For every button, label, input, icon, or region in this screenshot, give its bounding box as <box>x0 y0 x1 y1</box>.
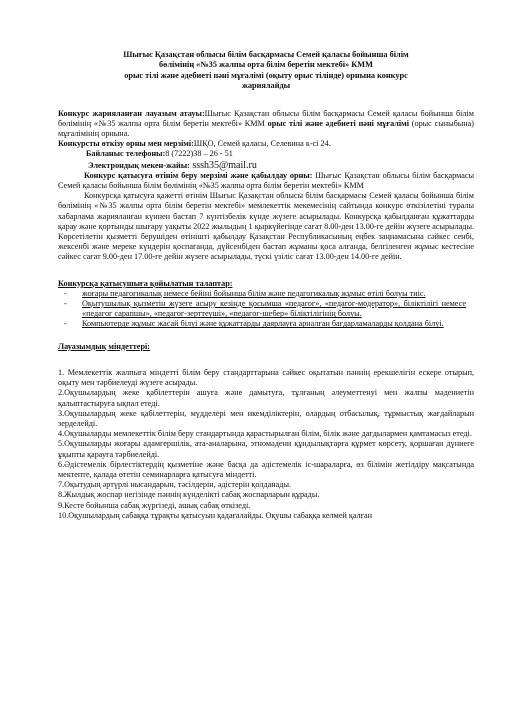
phone-number: 8 (7222)38 – 26 - 51 <box>165 149 233 159</box>
duty-item: 8.Жылдық жоспар негізінде пәннің күнделікті сабақ жоспарларын құрады. <box>58 490 320 500</box>
requirements-heading: Конкурсқа қатысушыға қойылатын талаптар: <box>58 278 233 288</box>
duty-item: 7.Оқытудың әртүрлі нысандарын, тәсілдерін, әдістерін қолданады. <box>58 480 292 490</box>
email-address: sssh35@mail.ru <box>189 159 257 171</box>
title-line: жариялайды <box>241 81 291 91</box>
submission-label: Конкурс қатысуға өтінім беру мерзімі және қабылдау орны: <box>84 170 313 180</box>
requirement-item: - Компьютерде жұмыс жасай білуі және құжаттарды даярлауға арналған бағдарламаларды қолдана білуі. <box>64 319 444 329</box>
submission-text: Шығыс Қазақстан облысы білім басқармасы Семей қаласы бойынша білім бөлімінің «№35 жалпы орта білім беретін мектебі» КММ <box>58 170 474 191</box>
requirement-item: - жоғары педагогикалық немесе бейіні бойынша білім және педагогикалық жұмыс өтілі болуы тиіс. <box>64 288 426 298</box>
duties-list <box>58 368 474 521</box>
email-label: Электрондық мекен-жайы: <box>88 160 190 170</box>
requirement-item: - Оқытушылық қызметін жүзеге асыру кезінде қосымша «педагог», «педагог-модератор», біліктілігі немесе «педагог сарапшы», «педагог-зерттеуші», «педагог-шебер» біліктілігінің болуы. <box>64 299 466 319</box>
position-bold: орыс тілі және әдебиеті пәні мұғалімі <box>267 118 409 128</box>
place-paragraph <box>58 139 474 149</box>
place-text: ШҚО, Семей қаласы, Селевина к-сі 24. <box>193 139 331 149</box>
procedure-paragraph: Конкурсқа қатысуға қажетті өтінім Шығыс Қазақстан облысы білім басқармасы Семей қаласы бойынша білім бөлімінің «№35 жалпы орта білім беретін мектебі» мемлекеттік мекемесінің сайтында конкурс өткізілетіні туралы хабарлама жарияланған күннен бастап 7 күнтізбелік күнде жүзеге асырылады. Конкурсқа қабылданған құжаттарды қарау және қортынды шығару уақыты 2022 жылыдың 1 қыркүйегінде сағат 8.00-ден 13.00-ге дейін жүзеге асырылады. Көрсетілетін қызметті берушіден өтінішті қабылдау Қазақстан Республикасының еңбек заңнамасына сәйкес сенбі, жексенбі және мереке күндерін қоспағанда, дүйсенбіден бастап жұманы қоса алғанда, белгіленген жұмыс кестесіне сәйкес сағат 9.00-ден 17.00-ге дейін жүзеге асырылады, түскі үзіліс сағат 13.00-ден 14.00-ге дейін. <box>58 191 474 262</box>
title-line: орыс тілі және әдебиеті пәні мұғалімі (оқыту орыс тілінде) орнына конкурс <box>124 70 408 80</box>
title-line: Шығыс Қазақстан облысы білім басқармасы Семей қаласы бойынша білім <box>123 50 409 59</box>
duty-item: 5.Оқушыларды жоғары адамгершілік, ата-аналарына, этномәдени құндылықтарға құрмет көрсету, қоршаған дүниеге ұқыпты қарауға тәрбиелейді. <box>58 439 474 459</box>
document-title <box>58 50 474 92</box>
document-page <box>58 50 474 521</box>
position-paragraph <box>58 109 474 140</box>
place-label: Конкурсты өткізу орны мен мерзімі: <box>58 139 194 149</box>
duty-item: 9.Кесте бойынша сабақ жүргізеді, ашық сабақ өткізеді. <box>58 500 251 510</box>
position-label: Конкурс жарияланған лауазым атауы: <box>58 108 205 118</box>
duty-item: 6.Әдістемелік бірлестіктердің қызметіне және басқа да әдістемелік іс-шараларға, өз білімін жетілдіру мақсатында мектепте, қалада өтетін семинарларға қатысуға міндетті. <box>58 459 474 479</box>
requirements-list <box>58 289 474 330</box>
duty-item: 3.Оқушылардың жеке қабілеттерін, мүдделері мен икемділіктерін, олардың отбасылық, тұрмыстық жағдайларын зерделейді. <box>58 408 474 428</box>
submission-paragraph <box>58 171 474 191</box>
phone-label: Байланыс телефоны: <box>86 149 166 159</box>
position-text-end: (орыс сыныбына) мұғалімінің орнына. <box>58 118 474 139</box>
email-paragraph <box>58 161 474 171</box>
title-line: бөлімінің «№35 жалпы орта білім беретін мектебі» КММ <box>159 60 373 70</box>
duty-item: 2.Оқушылардың жеке қабілеттерін ашуға және дамытуға, тұлғаның әлеуметтенуі мен жалпы мәдениетін қалыптастыруға ықпал етеді. <box>58 388 474 408</box>
duty-item: 1. Мемлекеттік жалпыға міндетті білім беру стандарттарына сәйкес оқытатын пәннің ерекшелігін ескере отырып, оқыту мен тәрбиелеуді жүзеге асырады. <box>58 367 474 388</box>
position-text: Шығыс Қазақстан облысы білім басқармасы Семей қаласы бойынша білім бөлімінің «№35 жалпы орта білім беретін мектебі» КММ <box>58 108 474 128</box>
phone-paragraph <box>58 149 474 159</box>
duty-item: 4.Оқушыларды мемлекеттік білім беру стандартында қарастырылған білім, білік және дағдылармен қамтамасыз етеді. <box>58 429 472 439</box>
duties-heading: Лауазымдық міндеттері: <box>58 341 150 351</box>
duty-item: 10.Оқушылардың сабаққа тұрақты қатысуын қадағалайды. Оқушы сабаққа келмей қалған <box>58 510 373 520</box>
